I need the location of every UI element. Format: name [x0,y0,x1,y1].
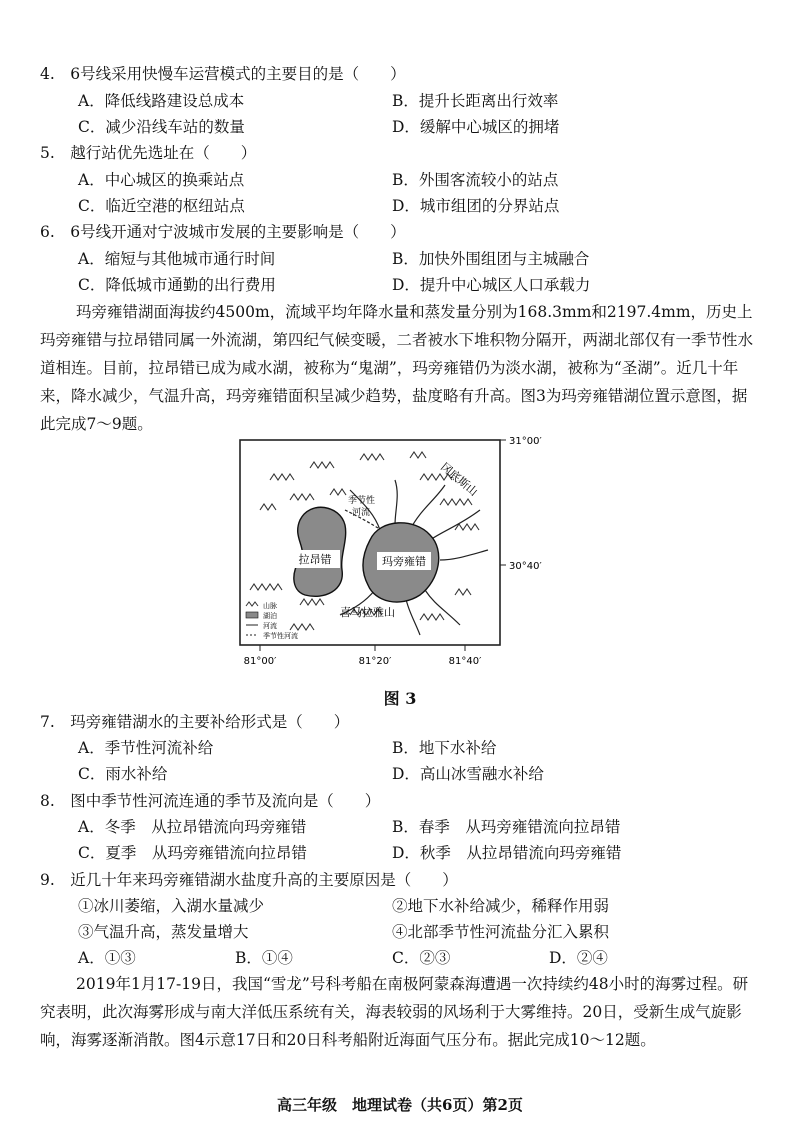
q4-option-c: C．减少沿线车站的数量 [78,118,245,136]
q9-option-b: B．①④ [235,949,293,967]
legend-mountain: 山脉 [263,602,277,610]
legend-seasonal-river: 季节性河流 [263,632,298,640]
passage-manasarovar [40,298,762,438]
legend-lake-symbol [246,612,258,618]
q6-stem: 6. 6号线开通对宁波城市发展的主要影响是（ ） [40,223,406,241]
q8-stem: 8. 图中季节性河流连通的季节及流向是（ ） [40,792,381,810]
q9-statement-4: ④北部季节性河流盐分汇入累积 [392,923,610,941]
q7-option-d: D．高山冰雪融水补给 [392,765,544,783]
q9-option-c: C．②③ [392,949,451,967]
lon-label-2: 81°20′ [358,656,392,667]
q4-option-b: B．提升长距离出行效率 [392,92,559,110]
q8-option-b: B．春季 从玛旁雍错流向拉昂错 [392,818,621,836]
passage-antarctic-fog-text: 2019年1月17-19日，我国“雪龙”号科考船在南极阿蒙森海遭遇一次持续约48小时的海雾过程。研究表明，此次海雾形成与南大洋低压系统有关，海表较弱的风场利于大雾维持。20日，受新生成气旋影响，海雾逐渐消散。图4示意17日和20日科考船附近海面气压分布。据此完成10～12题。 [40,975,749,1049]
q6-option-d: D．提升中心城区人口承载力 [392,276,591,294]
q4-option-d: D．缓解中心城区的拥堵 [392,118,560,136]
q8-option-d: D．秋季 从拉昂错流向玛旁雍错 [392,844,622,862]
q9-option-d: D．②④ [549,949,608,967]
q8-option-a: A．冬季 从拉昂错流向玛旁雍错 [78,818,307,836]
himalaya-label: 喜马拉雅山 [340,606,395,619]
q5-option-b: B．外围客流较小的站点 [392,171,559,189]
legend-lake: 湖泊 [263,612,277,620]
q9-stem: 9. 近几十年来玛旁雍错湖水盐度升高的主要原因是（ ） [40,871,458,889]
q5-stem: 5. 越行站优先选址在（ ） [40,144,257,162]
q9-statement-1: ①冰川萎缩，入湖水量减少 [78,897,265,915]
q7-option-c: C．雨水补给 [78,765,168,783]
q5-option-c: C．临近空港的枢纽站点 [78,197,245,215]
q8-option-c: C．夏季 从玛旁雍错流向拉昂错 [78,844,307,862]
figure-3-caption: 图 3 [383,689,417,708]
seasonal-river-label-2: 河流 [352,508,371,518]
q6-option-c: C．降低城市通勤的出行费用 [78,276,276,294]
q4-option-a: A．降低线路建设总成本 [78,92,245,110]
legend-river: 河流 [263,622,277,630]
q6-option-a: A．缩短与其他城市通行时间 [78,250,276,268]
figure-3-map [230,430,560,680]
lake-la-ang-label: 拉昂错 [298,553,332,566]
q7-option-b: B．地下水补给 [392,739,497,757]
q9-statement-3: ③气温升高，蒸发量增大 [78,923,249,941]
q4-stem: 4. 6号线采用快慢车运营模式的主要目的是（ ） [40,65,406,83]
page-footer: 高三年级 地理试卷（共6页）第2页 [277,1096,523,1114]
q5-option-d: D．城市组团的分界站点 [392,197,560,215]
passage-antarctic-fog [40,970,762,1054]
lon-label-1: 81°00′ [243,656,277,667]
seasonal-river-label-1: 季节性 [348,496,376,506]
lon-label-3: 81°40′ [448,656,482,667]
lake-manasarovar-label: 玛旁雍错 [382,555,426,568]
gangdise-label: 冈底斯山 [438,460,481,499]
lat-label-top: 31°00′ [509,436,542,447]
lat-label-mid: 30°40′ [509,561,542,572]
q7-stem: 7. 玛旁雍错湖水的主要补给形式是（ ） [40,713,350,731]
q9-option-a: A．①③ [78,949,136,967]
q7-option-a: A．季节性河流补给 [78,739,214,757]
q5-option-a: A．中心城区的换乘站点 [78,171,245,189]
q9-statement-2: ②地下水补给减少，稀释作用弱 [392,897,610,915]
q6-option-b: B．加快外围组团与主城融合 [392,250,590,268]
passage-manasarovar-text: 玛旁雍错湖面海拔约4500m，流域平均年降水量和蒸发量分别为168.3mm和2197.4mm，历史上玛旁雍错与拉昂错同属一外流湖，第四纪气候变暖，二者被水下堆积物分隔开，两湖北部仅有一季节性水道相连。目前，拉昂错已成为咸水湖，被称为“鬼湖”，玛旁雍错仍为淡水湖，被称为“圣湖”。近几十年来，降水减少，气温升高，玛旁雍错面积呈减少趋势，盐度略有升高。图3为玛旁雍错湖位置示意图，据此完成7～9题。 [40,303,754,433]
